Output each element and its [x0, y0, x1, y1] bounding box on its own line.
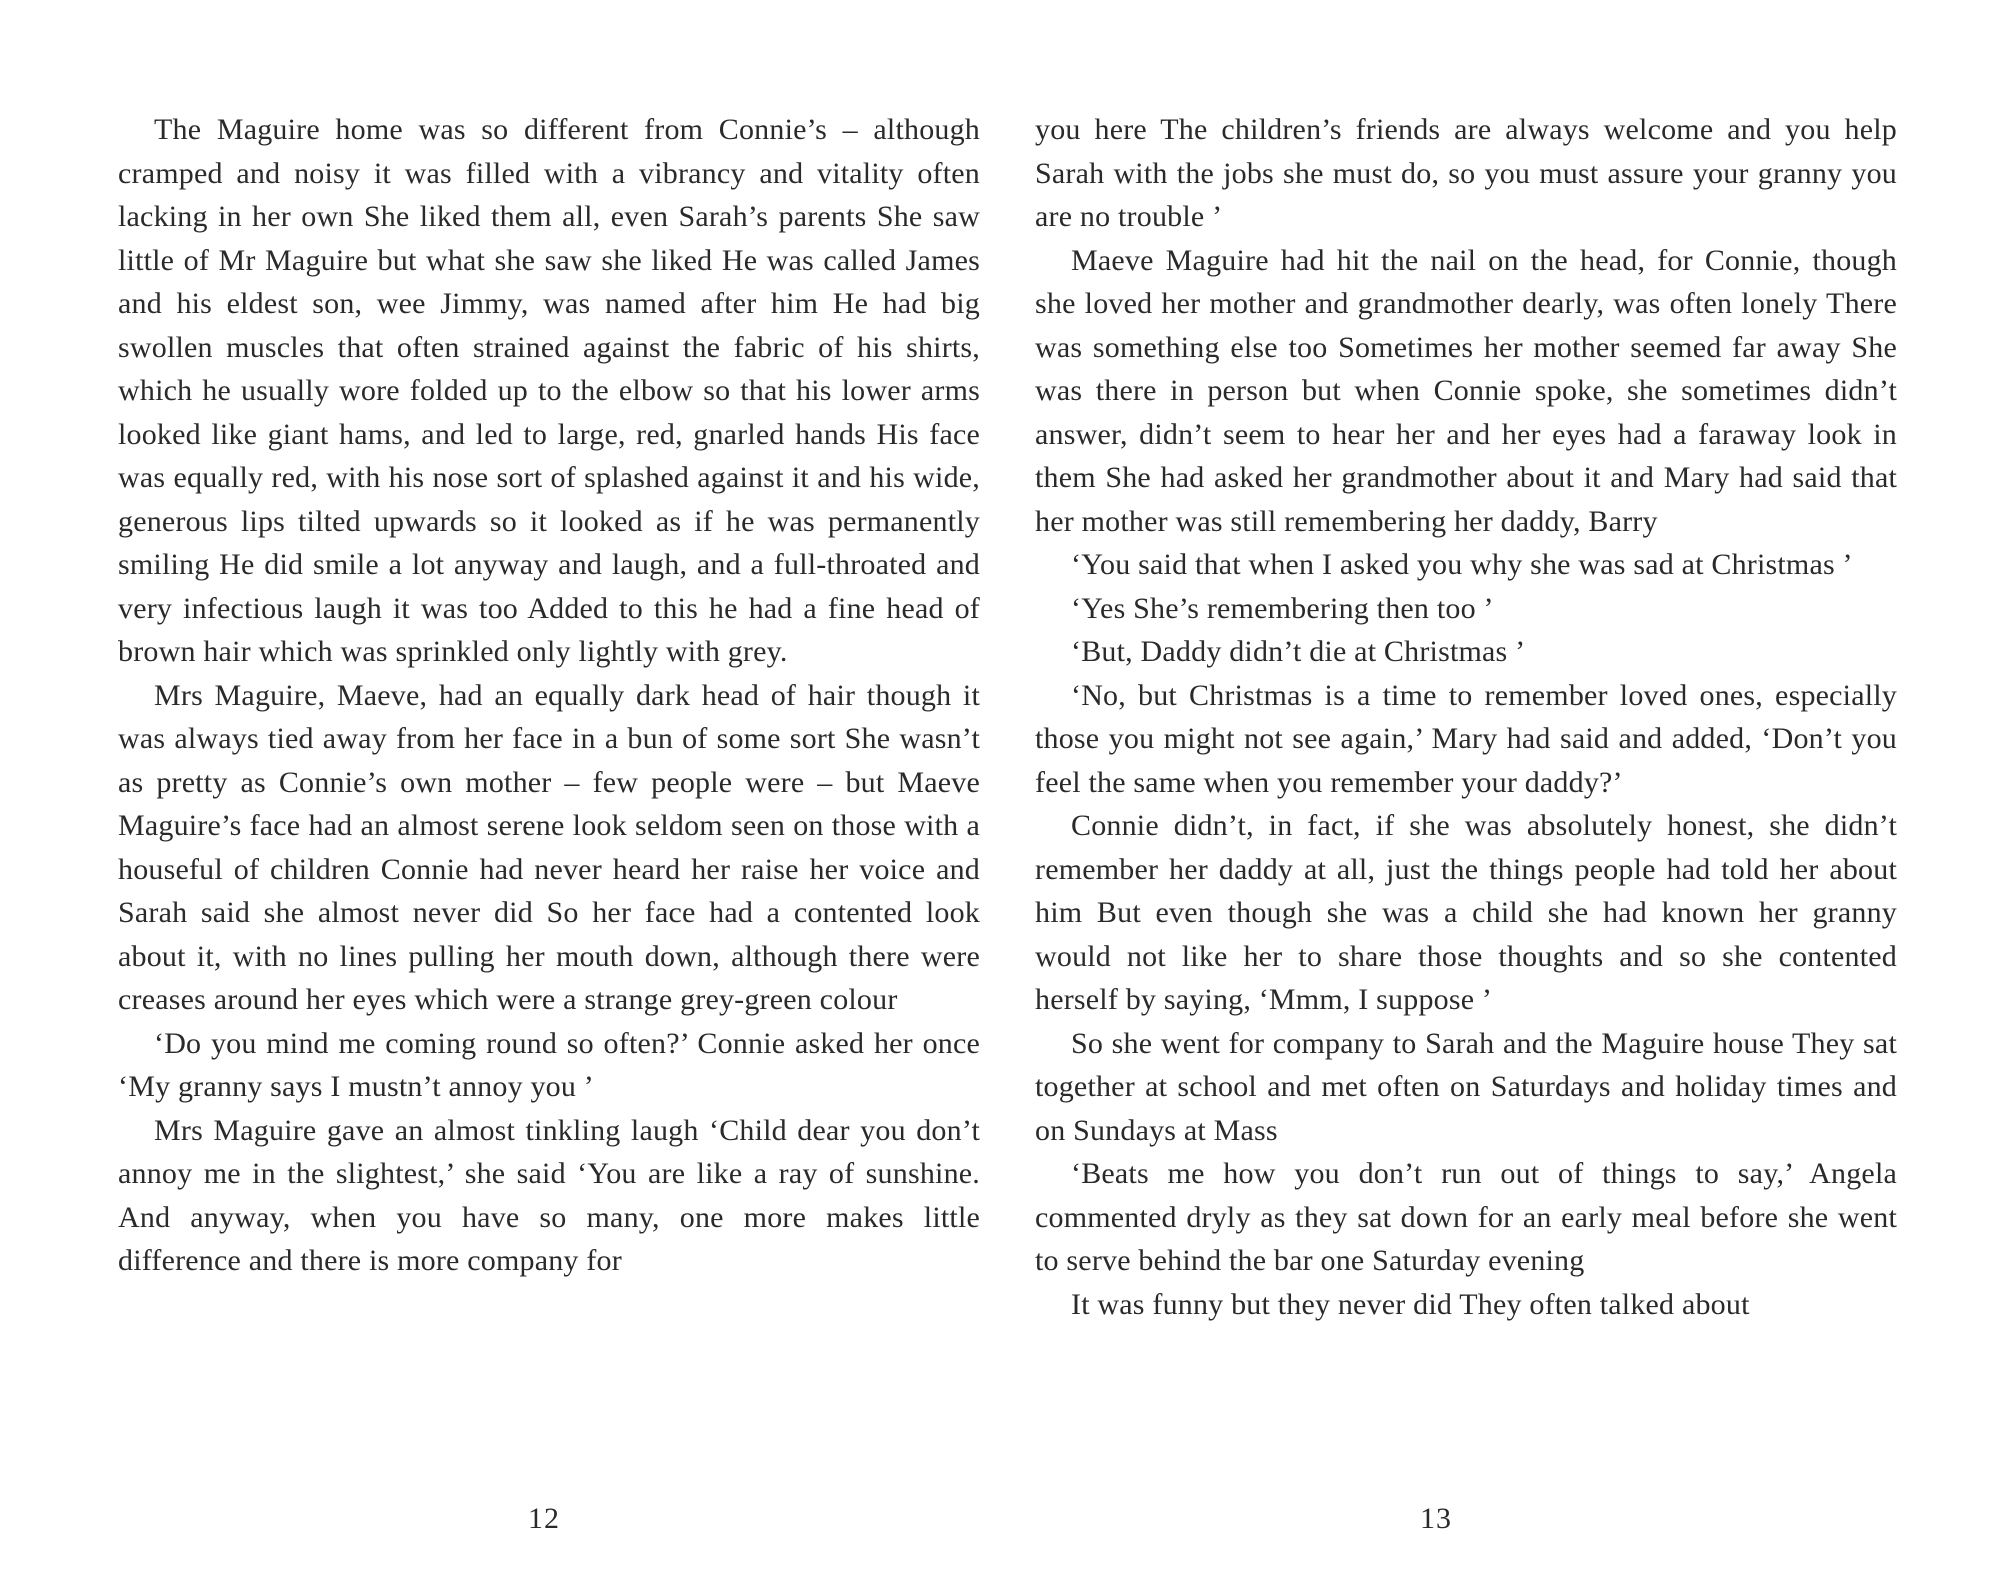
paragraph: ‘Yes She’s remembering then too ’	[1071, 591, 1494, 625]
right-page-body	[1035, 108, 1897, 1326]
page-number-right: 13	[1420, 1502, 1452, 1535]
left-page-body	[118, 108, 980, 1283]
paragraph: The Maguire home was so different from Connie’s – although cramped and noisy it was filled with a vibrancy and vitality often lacking in her own She liked them all, even Sarah’s parents She saw little of Mr Maguire but what she saw she liked He was called James and his eldest son, wee Jimmy, was named after him He had big swollen muscles that often strained against the fabric of his shirts, which he usually wore folded up to the elbow so that his lower arms looked like giant hams, and led to large, red, gnarled hands His face was equally red, with his nose sort of splashed against it and his wide, generous lips tilted upwards so it looked as if he was permanently smiling He did smile a lot anyway and laugh, and a full-throated and very infectious laugh it was too Added to this he had a fine head of brown hair which was sprinkled only lightly with grey.	[118, 113, 980, 668]
paragraph: ‘You said that when I asked you why she was sad at Christmas ’	[1071, 548, 1853, 581]
paragraph: It was funny but they never did They often talked about	[1071, 1287, 1750, 1321]
paragraph: ‘Beats me how you don’t run out of things to say,’ Angela commented dryly as they sat down for an early meal before she went to serve behind the bar one Saturday evening	[1035, 1157, 1897, 1277]
paragraph: Mrs Maguire, Maeve, had an equally dark head of hair though it was always tied away from her face in a bun of some sort She wasn’t as pretty as Connie’s own mother – few people were – but Maeve Maguire’s face had an almost serene look seldom seen on those with a houseful of children Connie had never heard her raise her voice and Sarah said she almost never did So her face had a contented look about it, with no lines pulling her mouth down, although there were creases around her eyes which were a strange grey-green colour	[118, 678, 980, 1016]
paragraph: ‘Do you mind me coming round so often?’ Connie asked her once ‘My granny says I mustn’t annoy you ’	[118, 1026, 980, 1103]
page-number-left: 12	[528, 1502, 560, 1535]
paragraph: ‘But, Daddy didn’t die at Christmas ’	[1071, 635, 1526, 668]
paragraph: you here The children’s friends are always welcome and you help Sarah with the jobs she must do, so you must assure your granny you are no trouble ’	[1035, 113, 1897, 233]
paragraph: Maeve Maguire had hit the nail on the head, for Connie, though she loved her mother and grandmother dearly, was often lonely There was something else too Sometimes her mother seemed far away She was there in person but when Connie spoke, she sometimes didn’t answer, didn’t seem to hear her and her eyes had a faraway look in them She had asked her grandmother about it and Mary had said that her mother was still remembering her daddy, Barry	[1035, 243, 1897, 538]
paragraph: ‘No, but Christmas is a time to remember loved ones, especially those you might not see again,’ Mary had said and added, ‘Don’t you feel the same when you remember your daddy?’	[1035, 678, 1897, 799]
right-page	[1000, 0, 2000, 1589]
paragraph: Mrs Maguire gave an almost tinkling laugh ‘Child dear you don’t annoy me in the slightest,’ she said ‘You are like a ray of sunshine. And anyway, when you have so many, one more makes little difference and there is more company for	[118, 1113, 980, 1277]
paragraph: So she went for company to Sarah and the Maguire house They sat together at school and met often on Saturdays and holiday times and on Sundays at Mass	[1035, 1026, 1897, 1147]
paragraph: Connie didn’t, in fact, if she was absolutely honest, she didn’t remember her daddy at all, just the things people had told her about him But even though she was a child she had known her granny would not like her to share those thoughts and so she contented herself by saying, ‘Mmm, I suppose ’	[1035, 809, 1897, 1016]
